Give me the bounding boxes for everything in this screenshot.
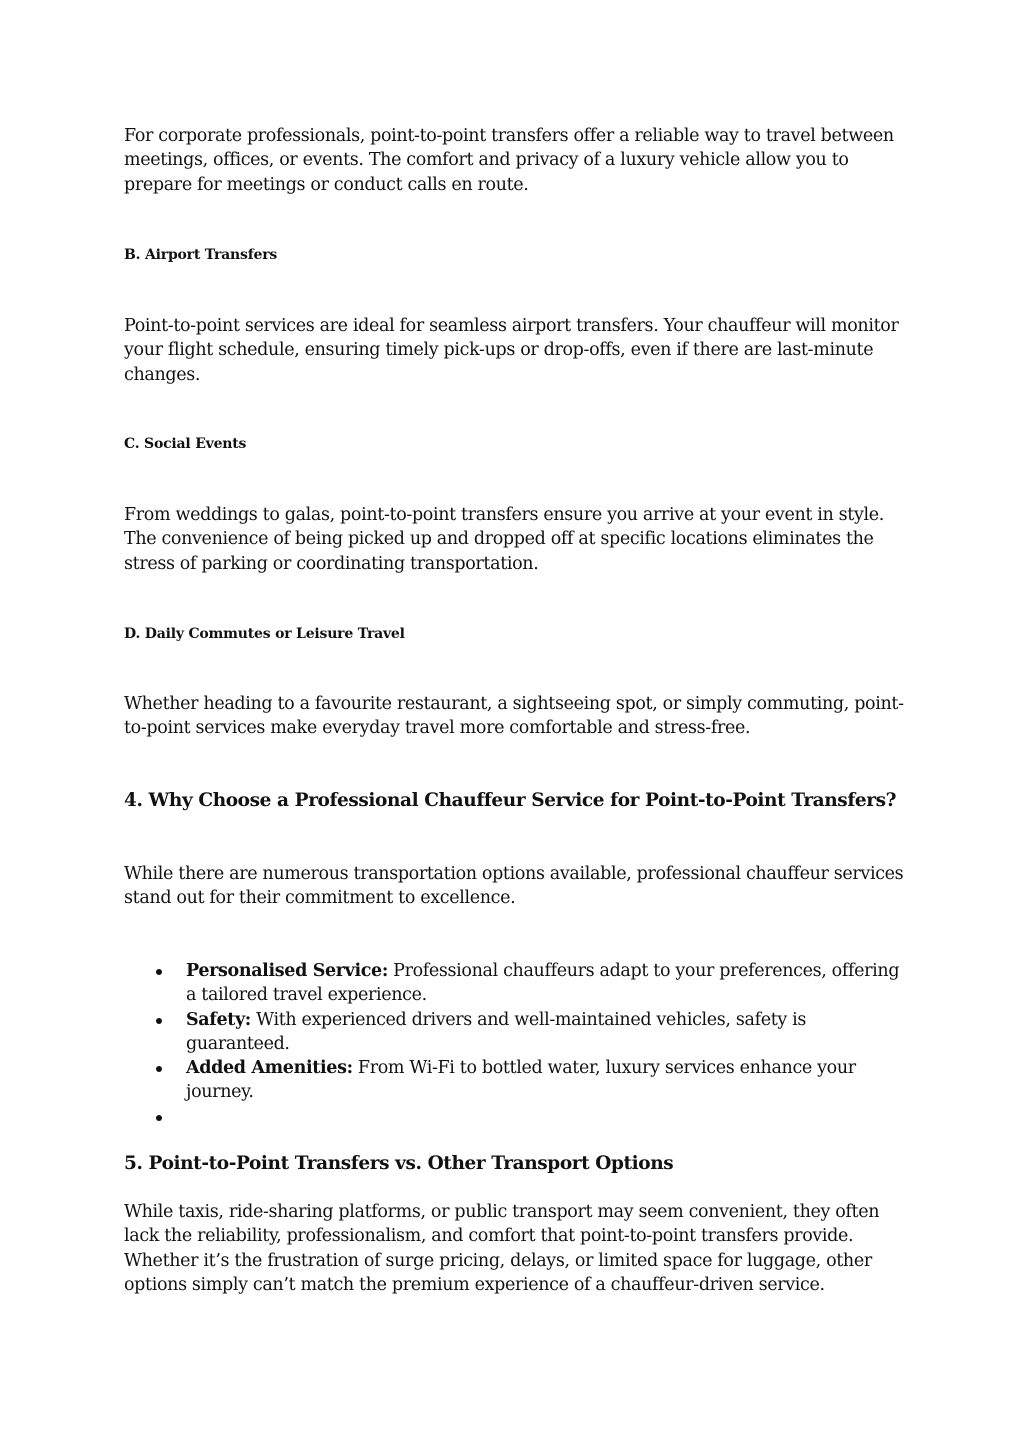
document-page xyxy=(124,0,914,1447)
list-item xyxy=(124,1056,914,1105)
section-d-heading: D. Daily Commutes or Leisure Travel xyxy=(124,626,405,642)
list-item-term: Safety: xyxy=(186,1009,251,1030)
list-item-text: With experienced drivers and well-maintained vehicles, safety is guaranteed. xyxy=(186,1009,807,1054)
intro-paragraph: For corporate professionals, point-to-point transfers offer a reliable way to travel between meetings, offices, or events. The comfort and privacy of a luxury vehicle allow you to prepare for meetings or conduct calls en route. xyxy=(124,126,894,195)
section-b-paragraph: Point-to-point services are ideal for seamless airport transfers. Your chauffeur will monitor your flight schedule, ensuring timely pick-ups or drop-offs, even if there are last-minute changes. xyxy=(124,316,899,385)
section-c-paragraph: From weddings to galas, point-to-point transfers ensure you arrive at your event in style. The convenience of being picked up and dropped off at specific locations eliminates the stress of parking or coordinating transportation. xyxy=(124,505,884,574)
bullet-icon xyxy=(156,1018,162,1024)
section-5-heading: 5. Point-to-Point Transfers vs. Other Transport Options xyxy=(124,1153,674,1174)
section-d-paragraph: Whether heading to a favourite restaurant, a sightseeing spot, or simply commuting, point-to-point services make everyday travel more comfortable and stress-free. xyxy=(124,694,904,739)
bullet-icon xyxy=(156,969,162,975)
section-5-paragraph: While taxis, ride-sharing platforms, or public transport may seem convenient, they often lack the reliability, professionalism, and comfort that point-to-point transfers provide. Whether it’s the frustration of surge pricing, delays, or limited space for luggage, other options simply can’t match the premium experience of a chauffeur-driven service. xyxy=(124,1202,880,1295)
list-item xyxy=(124,1105,914,1129)
list-item-term: Added Amenities: xyxy=(186,1058,353,1079)
section-c-heading: C. Social Events xyxy=(124,436,247,452)
list-item-term: Personalised Service: xyxy=(186,961,388,981)
section-4-paragraph: While there are numerous transportation options available, professional chauffeur services stand out for their commitment to excellence. xyxy=(124,864,904,909)
list-item-text: From Wi-Fi to bottled water, luxury services enhance your journey. xyxy=(186,1058,856,1103)
list-item-text: Professional chauffeurs adapt to your preferences, offering a tailored travel experience. xyxy=(186,961,900,1006)
bullet-icon xyxy=(156,1115,162,1121)
benefits-list xyxy=(124,959,914,1129)
section-4-heading: 4. Why Choose a Professional Chauffeur Service for Point-to-Point Transfers? xyxy=(124,790,897,811)
section-b-heading: B. Airport Transfers xyxy=(124,247,278,263)
bullet-icon xyxy=(156,1066,162,1072)
list-item xyxy=(124,1008,914,1057)
list-item xyxy=(124,959,914,1008)
